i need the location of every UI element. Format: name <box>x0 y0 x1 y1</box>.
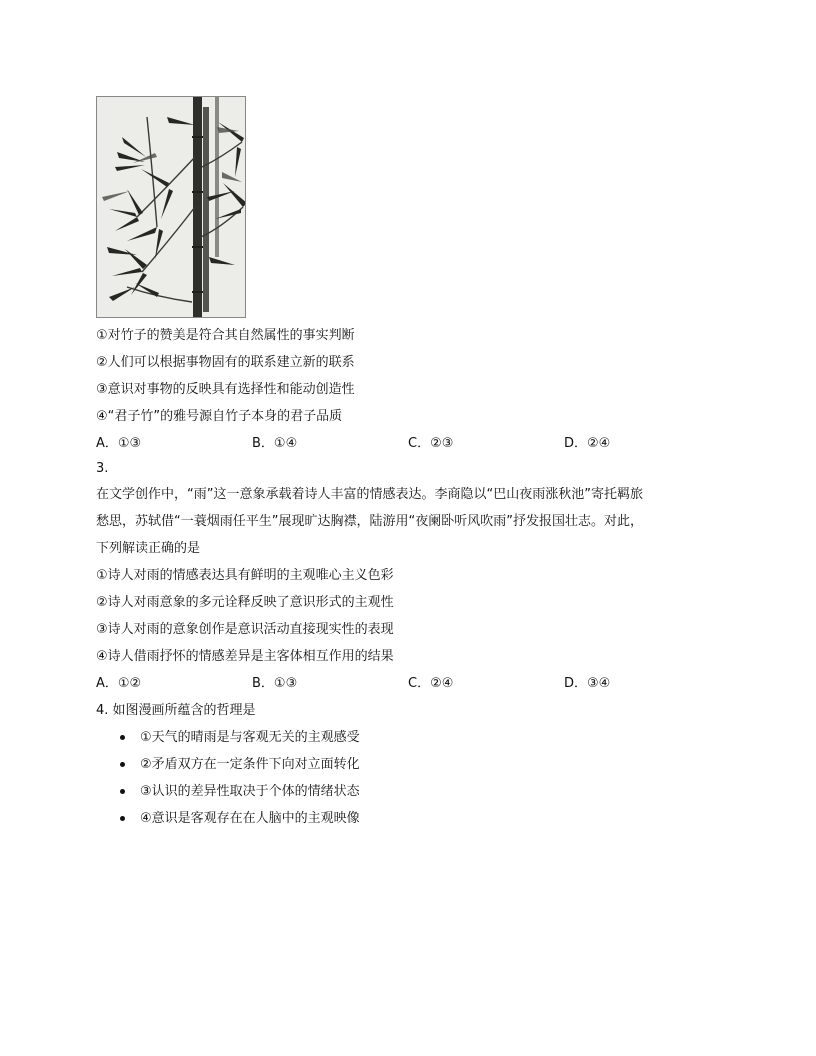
bullet-dot-icon <box>120 816 125 821</box>
q3-statement-3: ③诗人对雨的意象创作是意识活动直接现实性的表现 <box>96 622 394 637</box>
q2-option-a[interactable]: A．①③ <box>96 436 142 451</box>
q4-bullet-text: ①天气的晴雨是与客观无关的主观感受 <box>140 730 360 745</box>
q3-stem <box>96 481 720 562</box>
q3-option-b[interactable]: B．①③ <box>252 676 298 691</box>
q4-bullet-list <box>96 724 720 832</box>
q3-stem-line-1: 在文学创作中，“雨”这一意象承载着诗人丰富的情感表达。李商隐以“巴山夜雨涨秋池”寄托羁旅 <box>96 487 643 502</box>
q4-bullet-item[interactable] <box>96 805 720 832</box>
q4-bullet-item[interactable] <box>96 724 720 751</box>
bullet-dot-icon <box>120 789 125 794</box>
q3-statements <box>96 562 720 670</box>
q4-bullet-text: ④意识是客观存在在人脑中的主观映像 <box>140 811 360 826</box>
q3-option-a[interactable]: A．①② <box>96 676 142 691</box>
q3-statement-1: ①诗人对雨的情感表达具有鲜明的主观唯心主义色彩 <box>96 568 394 583</box>
q2-option-d[interactable]: D．②④ <box>564 436 611 451</box>
q2-statement-2: ②人们可以根据事物固有的联系建立新的联系 <box>96 355 355 370</box>
q2-statement-1: ①对竹子的赞美是符合其自然属性的事实判断 <box>96 328 355 343</box>
q3-number: 3. <box>96 461 109 476</box>
q4-stem: 4. 如图漫画所蕴含的哲理是 <box>96 703 256 718</box>
q2-statement-4: ④“君子竹”的雅号源自竹子本身的君子品质 <box>96 409 343 424</box>
q4-bullet-item[interactable] <box>96 778 720 805</box>
bullet-dot-icon <box>120 762 125 767</box>
q2-option-b[interactable]: B．①④ <box>252 436 298 451</box>
bamboo-painting-image <box>96 96 246 318</box>
q3-option-c[interactable]: C．②④ <box>408 676 454 691</box>
bamboo-painting-illustration <box>97 97 245 317</box>
q4-bullet-item[interactable] <box>96 751 720 778</box>
q3-statement-2: ②诗人对雨意象的多元诠释反映了意识形式的主观性 <box>96 595 394 610</box>
q2-option-c[interactable]: C．②③ <box>408 436 454 451</box>
q3-stem-line-3: 下列解读正确的是 <box>96 541 201 556</box>
q4-bullet-text: ②矛盾双方在一定条件下向对立面转化 <box>140 757 360 772</box>
q3-stem-line-2: 愁思，苏轼借“一蓑烟雨任平生”展现旷达胸襟，陆游用“夜阑卧听风吹雨”抒发报国壮志。对此， <box>96 514 643 529</box>
q3-options <box>96 670 720 697</box>
q3-statement-4: ④诗人借雨抒怀的情感差异是主客体相互作用的结果 <box>96 649 394 664</box>
q4-bullet-text: ③认识的差异性取决于个体的情绪状态 <box>140 784 360 799</box>
document-page <box>96 96 720 832</box>
q2-statements <box>96 322 720 430</box>
q3-option-d[interactable]: D．③④ <box>564 676 611 691</box>
q2-options <box>96 430 720 457</box>
bullet-dot-icon <box>120 735 125 740</box>
q2-statement-3: ③意识对事物的反映具有选择性和能动创造性 <box>96 382 355 397</box>
